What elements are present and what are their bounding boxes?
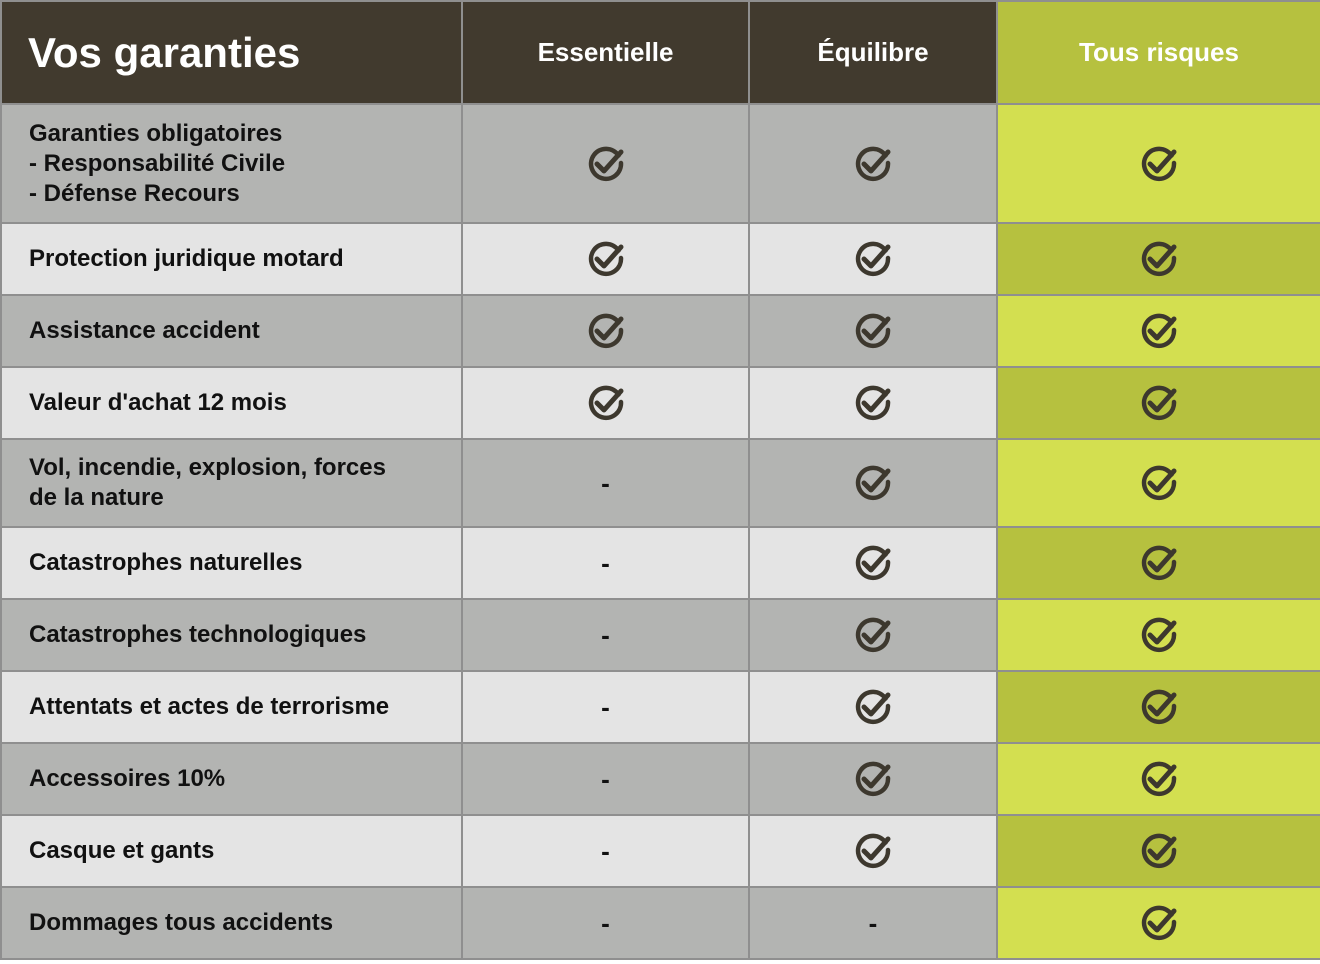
table-row [1,815,1320,887]
cell-essentielle [462,599,749,671]
cell-tous-risques [997,743,1320,815]
cell-equilibre [749,367,997,439]
check-circle-icon [851,541,895,585]
row-label-line: Catastrophes technologiques [29,621,367,648]
cell-essentielle [462,295,749,367]
row-label [1,223,462,295]
cell-essentielle [462,104,749,223]
check-circle-icon [1137,142,1181,186]
cell-tous-risques [997,887,1320,959]
row-label-line: Garanties obligatoires [29,119,283,147]
check-circle-icon [1137,613,1181,657]
check-circle-icon [851,613,895,657]
check-circle-icon [851,461,895,505]
check-circle-icon [1137,901,1181,945]
check-circle-icon [1137,541,1181,585]
row-label [1,527,462,599]
table-body [1,104,1320,959]
not-included-dash: - [601,907,610,938]
row-label [1,887,462,959]
row-label [1,671,462,743]
cell-essentielle [462,527,749,599]
column-header-tous-risques: Tous risques [997,1,1320,104]
cell-essentielle [462,671,749,743]
cell-essentielle [462,223,749,295]
cell-equilibre [749,671,997,743]
cell-essentielle [462,887,749,959]
cell-tous-risques [997,295,1320,367]
row-label [1,104,462,223]
row-label-line: - Responsabilité Civile [29,149,286,177]
check-circle-icon [584,142,628,186]
row-label-line: Protection juridique motard [29,245,344,272]
row-label-line: de la nature [29,484,164,511]
row-label-line: Attentats et actes de terrorisme [29,693,390,720]
check-circle-icon [851,142,895,186]
table-row [1,295,1320,367]
table-row [1,527,1320,599]
table-row [1,367,1320,439]
cell-essentielle [462,743,749,815]
not-included-dash: - [601,835,610,866]
check-circle-icon [851,757,895,801]
not-included-dash: - [601,619,610,650]
check-circle-icon [1137,829,1181,873]
table-row [1,223,1320,295]
check-circle-icon [584,309,628,353]
not-included-dash: - [601,691,610,722]
check-circle-icon [851,381,895,425]
table-row [1,671,1320,743]
cell-tous-risques [997,223,1320,295]
cell-essentielle [462,439,749,527]
cell-equilibre [749,295,997,367]
table-row [1,439,1320,527]
row-label [1,599,462,671]
cell-equilibre [749,815,997,887]
row-label [1,743,462,815]
cell-tous-risques [997,671,1320,743]
not-included-dash: - [601,547,610,578]
cell-equilibre [749,223,997,295]
row-label [1,439,462,527]
table-row [1,104,1320,223]
cell-equilibre [749,599,997,671]
not-included-dash: - [868,907,878,938]
row-label [1,367,462,439]
row-label-line: - Défense Recours [29,179,240,207]
cell-tous-risques [997,439,1320,527]
check-circle-icon [1137,381,1181,425]
check-circle-icon [851,685,895,729]
table-row [1,887,1320,959]
cell-equilibre [749,439,997,527]
cell-tous-risques [997,599,1320,671]
check-circle-icon [851,309,895,353]
table-title: Vos garanties [1,1,462,104]
header-row [1,1,1320,104]
row-label-line: Catastrophes naturelles [29,549,303,576]
row-label-line: Vol, incendie, explosion, forces [29,454,386,481]
cell-equilibre [749,104,997,223]
row-label-line: Accessoires 10% [29,765,226,792]
row-label-line: Valeur d'achat 12 mois [29,389,287,416]
check-circle-icon [851,237,895,281]
row-label [1,815,462,887]
table-row [1,599,1320,671]
cell-essentielle [462,815,749,887]
cell-tous-risques [997,104,1320,223]
row-label-line: Dommages tous accidents [29,909,334,936]
cell-tous-risques [997,367,1320,439]
cell-equilibre [749,527,997,599]
row-label [1,295,462,367]
check-circle-icon [584,237,628,281]
check-circle-icon [1137,237,1181,281]
row-label-line: Casque et gants [29,837,215,864]
cell-equilibre [749,743,997,815]
row-label-line: Assistance accident [29,317,260,344]
check-circle-icon [1137,757,1181,801]
check-circle-icon [1137,309,1181,353]
check-circle-icon [584,381,628,425]
not-included-dash: - [601,763,610,794]
table-row [1,743,1320,815]
check-circle-icon [1137,461,1181,505]
not-included-dash: - [601,467,610,498]
cell-equilibre [749,887,997,959]
column-header-equilibre: Équilibre [749,1,997,104]
check-circle-icon [1137,685,1181,729]
cell-tous-risques [997,527,1320,599]
cell-tous-risques [997,815,1320,887]
cell-essentielle [462,367,749,439]
column-header-essentielle: Essentielle [462,1,749,104]
check-circle-icon [851,829,895,873]
